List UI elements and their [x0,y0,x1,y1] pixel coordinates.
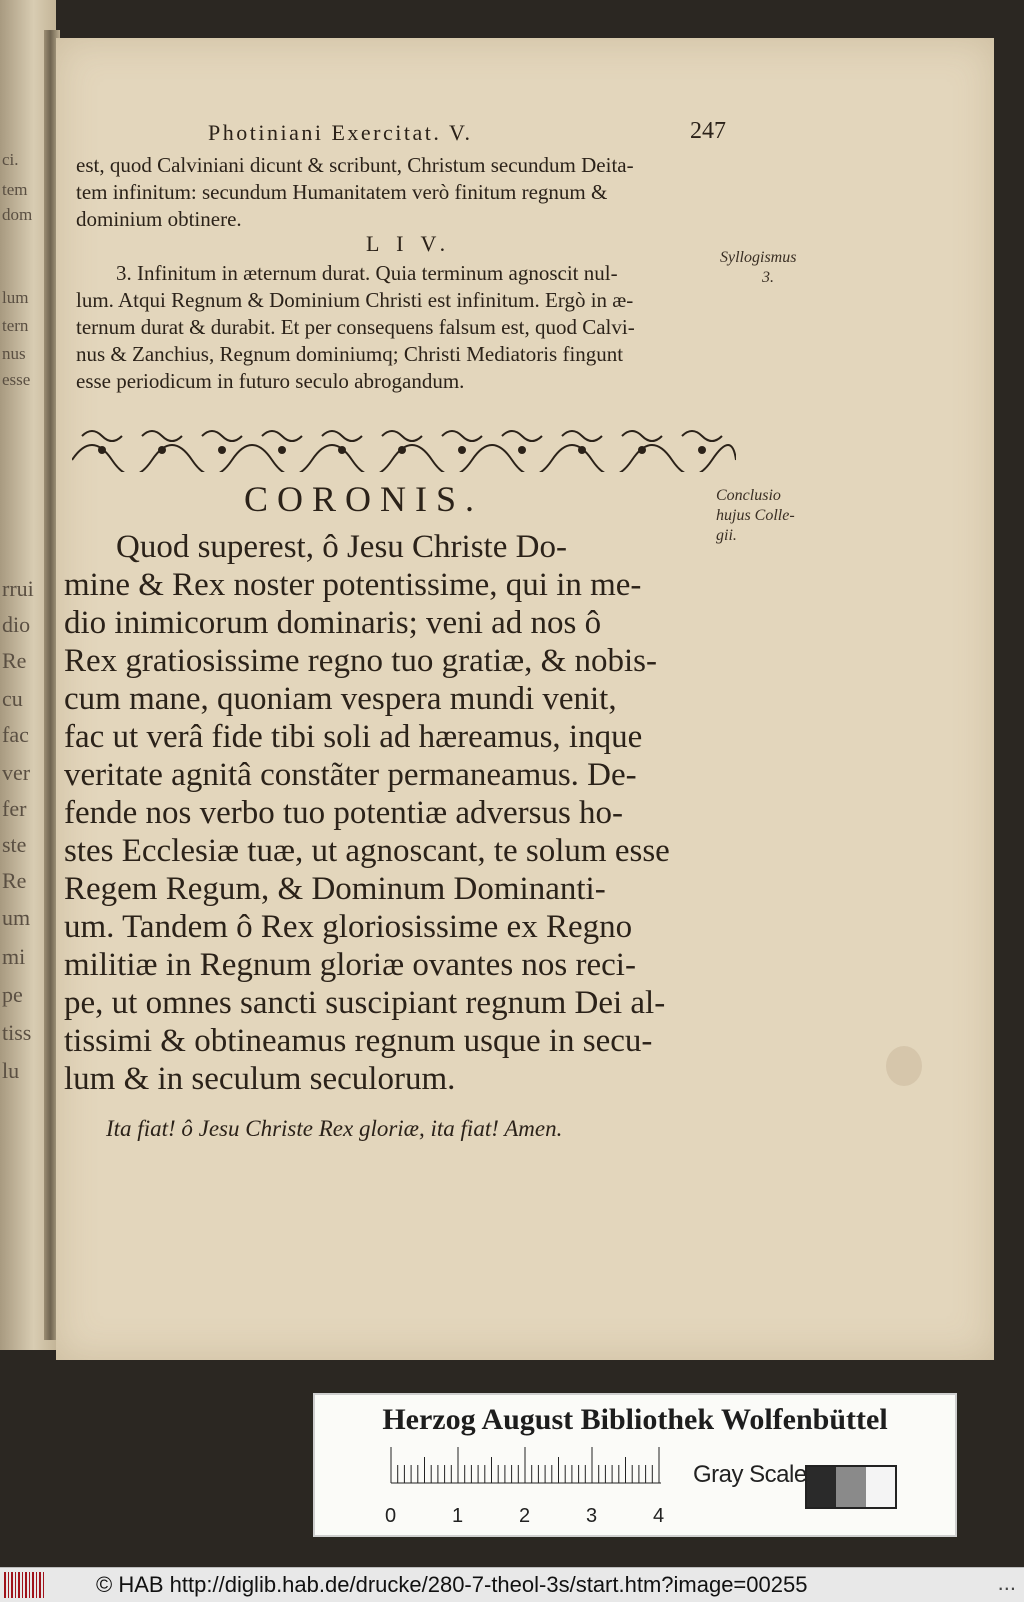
facing-page-fragment: fac [2,722,29,747]
margin-note-line: gii. [716,527,737,544]
text-line: mine & Rex noster potentissime, qui in me- [64,567,642,603]
text-line: tem infinitum: secundum Humanitatem verò finitum regnum & [76,180,608,204]
facing-page-fragment: fer [2,796,27,821]
facing-page-fragment: Re [2,868,27,893]
coronis-heading: CORONIS. [244,479,484,519]
text-line: ternum durat & durabit. Et per consequens falsum est, quod Calvi- [76,315,635,339]
facing-page-fragment: lu [2,1058,20,1083]
text-line: fende nos verbo tuo potentiæ adversus ho- [64,795,624,831]
library-scale-label [313,1393,957,1537]
facing-page-fragment: cu [2,686,23,711]
facing-page-fragment: ci. [2,150,19,169]
ruler-scale [385,1443,675,1503]
running-head: Photiniani Exercitat. V. [208,120,473,145]
top-paragraph [76,152,736,233]
facing-page-fragment: mi [2,944,26,969]
facing-page-fragment: lum [2,288,29,307]
margin-note-conclusio [716,486,795,546]
text-line: militiæ in Regnum gloriæ ovantes nos reci- [64,947,636,983]
text-line: cum mane, quoniam vespera mundi venit, [64,681,617,717]
page-number: 247 [690,118,726,144]
margin-note-syllogismus [720,248,796,288]
text-line: lum & in seculum seculorum. [64,1061,456,1097]
facing-page-fragment: tiss [2,1020,32,1045]
text-line: Quod superest, ô Jesu Christe Do- [116,529,567,565]
scale-number: 0 [385,1505,397,1527]
text-line: veritate agnitâ constãter permaneamus. De- [64,757,637,793]
section-number: L I V. [366,231,452,256]
margin-note-line: Conclusio [716,487,781,504]
scale-number: 4 [653,1505,665,1527]
text-line: stes Ecclesiæ tuæ, ut agnoscant, te solum esse [64,833,670,869]
facing-page-fragment: dom [2,205,33,224]
facing-page-fragment: ver [2,760,31,785]
text-line: nus & Zanchius, Regnum dominiumq; Christi Mediatoris fingunt [76,342,624,366]
text-line: dominium obtinere. [76,207,242,231]
gray-swatch-mid [836,1467,865,1507]
gray-scale-swatches [805,1465,897,1509]
margin-note-line: Syllogismus [720,249,797,266]
text-line: lum. Atqui Regnum & Dominium Christi est infinitum. Ergò in æ- [76,288,634,312]
facing-page-fragment: pe [2,982,23,1007]
text-line: esse periodicum in futuro seculo abrogandum. [76,369,465,393]
text-line: tissimi & obtineamus regnum usque in secu- [64,1023,653,1059]
gray-scale-label: Gray Scale [693,1461,807,1488]
text-line: um. Tandem ô Rex gloriosissime ex Regno [64,909,633,945]
text-line: 3. Infinitum in æternum durat. Quia terminum agnoscit nul- [116,261,618,285]
viewer-footer-bar [0,1567,1024,1602]
scale-number: 2 [519,1505,531,1527]
hab-logo-icon [4,1572,46,1598]
scale-number: 3 [586,1505,598,1527]
facing-page-fragment: esse [2,370,31,389]
book-page [56,38,994,1360]
facing-page-fragment: nus [2,344,26,363]
scale-number: 1 [452,1505,464,1527]
text-line: fac ut verâ fide tibi soli ad hæreamus, inque [64,719,643,755]
facing-page-fragment: tern [2,316,29,335]
text-line: dio inimicorum dominaris; veni ad nos ô [64,605,602,641]
text-line: pe, ut omnes sancti suscipiant regnum Dei al- [64,985,666,1021]
closing-line: Ita fiat! ô Jesu Christe Rex gloriæ, ita fiat! Amen. [106,1116,563,1141]
library-name: Herzog August Bibliothek Wolfenbüttel [382,1403,888,1436]
coronis-body [64,528,724,1098]
facing-page-fragment: tem [2,180,28,199]
facing-page-fragment: rrui [2,576,34,601]
text-line: Regem Regum, & Dominum Dominanti- [64,871,606,907]
facing-page-fragment: dio [2,612,31,637]
gray-swatch-dark [807,1467,836,1507]
text-line: est, quod Calviniani dicunt & scribunt, Christum secundum Deita- [76,153,634,177]
margin-note-line: hujus Colle- [716,507,795,524]
decorative-ornament-band [72,420,736,472]
margin-note-line: 3. [762,269,774,286]
section-paragraph [76,260,736,395]
facing-page-fragment: ste [2,832,27,857]
copyright-url[interactable]: © HAB http://diglib.hab.de/drucke/280-7-theol-3s/start.htm?image=00255 [96,1572,808,1597]
more-icon[interactable]: ... [997,1570,1016,1595]
gray-swatch-light [866,1467,895,1507]
facing-page-fragment: Re [2,648,27,673]
facing-page-fragment: um [2,905,31,930]
text-line: Rex gratiosissime regno tuo gratiæ, & nobis- [64,643,658,679]
faint-stamp-mark [886,1046,922,1086]
